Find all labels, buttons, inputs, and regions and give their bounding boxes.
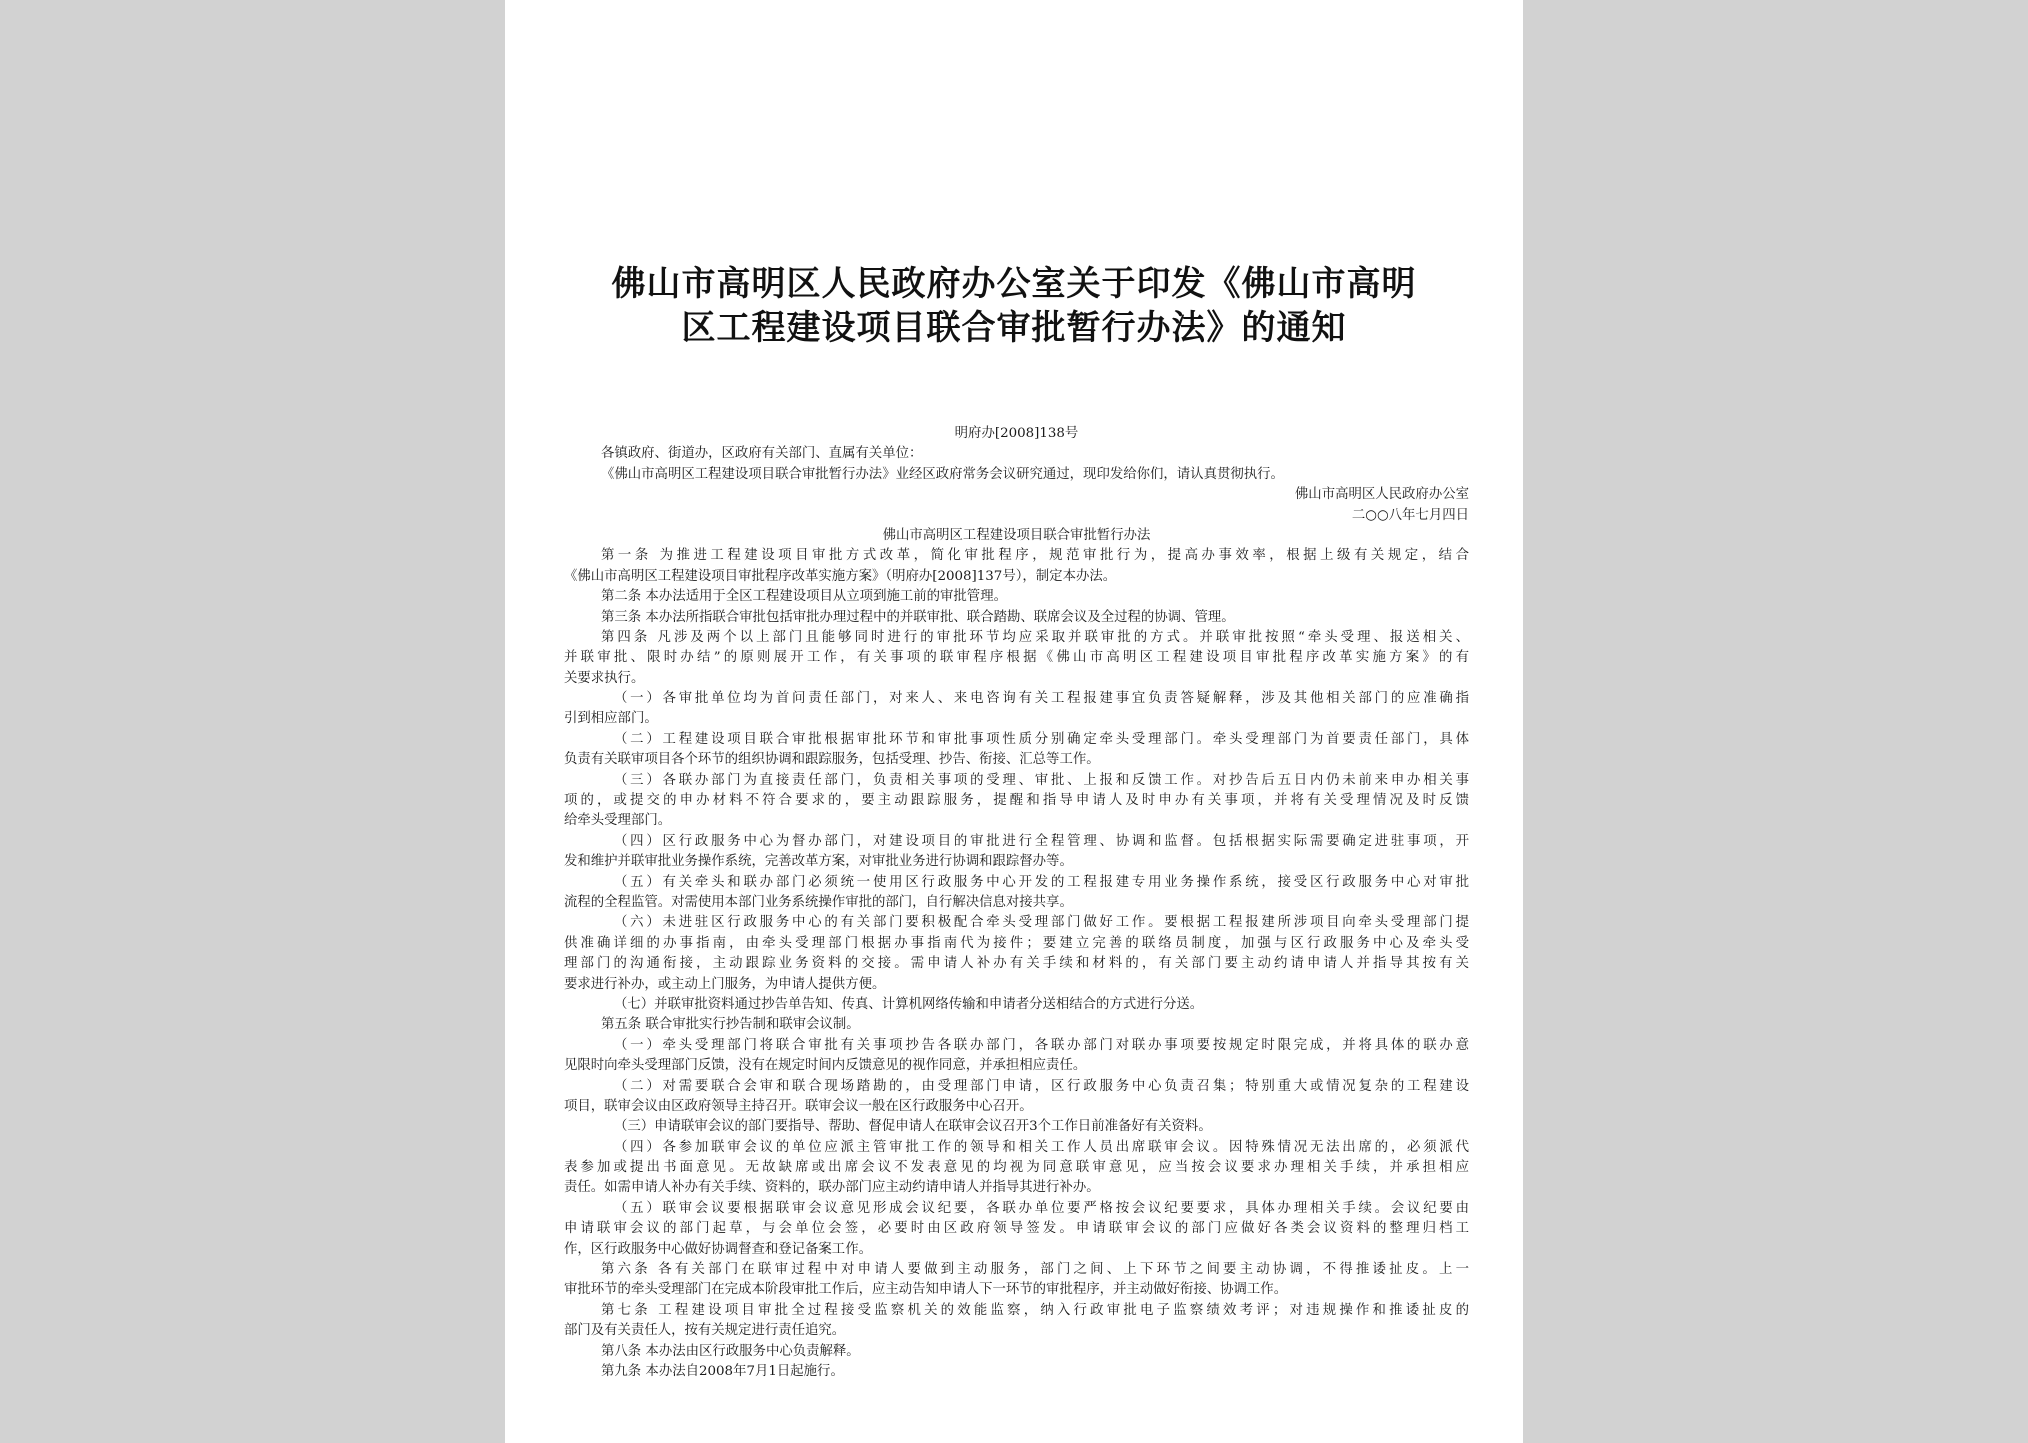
article-paragraph bbox=[564, 689, 1469, 730]
paragraph-line: （三）各联办部门为直接责任部门，负责相关事项的受理、审批、上报和反馈工作。对抄告后五日内仍未前来申办相关事 bbox=[614, 772, 1469, 788]
paragraph-line: 第五条 联合审批实行抄告制和联审会议制。 bbox=[601, 1017, 860, 1033]
paragraph-line: 审批环节的牵头受理部门在完成本阶段审批工作后，应主动告知申请人下一环节的审批程序，并主动做好衔接、协调工作。 bbox=[564, 1282, 1288, 1298]
paragraph-line: 表参加或提出书面意见。无故缺席或出席会议不发表意见的均视为同意联审意见，应当按会议要求办理相关手续，并承担相应 bbox=[564, 1160, 1469, 1176]
paragraph-line: 第八条 本办法由区行政服务中心负责解释。 bbox=[601, 1343, 860, 1359]
paragraph-line: 引到相应部门。 bbox=[564, 711, 658, 727]
paragraph-line: 第三条 本办法所指联合审批包括审批办理过程中的并联审批、联合踏勘、联席会议及全过程的协调、管理。 bbox=[601, 609, 1235, 625]
issuer: 佛山市高明区人民政府办公室 bbox=[1294, 487, 1469, 503]
paragraph-line: 发和维护并联审批业务操作系统，完善改革方案，对审批业务进行协调和跟踪督办等。 bbox=[564, 854, 1073, 870]
paragraph-line: 第九条 本办法自2008年7月1日起施行。 bbox=[601, 1363, 844, 1379]
paragraph-line: （六）未进驻区行政服务中心的有关部门要积极配合牵头受理部门做好工作。要根据工程报建所涉项目向牵头受理部门提 bbox=[614, 915, 1469, 931]
paragraph-line: 第一条 为推进工程建设项目审批方式改革，简化审批程序，规范审批行为，提高办事效率，根据上级有关规定，结合 bbox=[601, 548, 1469, 564]
article-paragraph bbox=[564, 1036, 1469, 1077]
paragraph-line: （二）工程建设项目联合审批根据审批环节和审批事项性质分别确定牵头受理部门。牵头受理部门为首要责任部门，具体 bbox=[614, 731, 1469, 747]
paragraph-line: 第二条 本办法适用于全区工程建设项目从立项到施工前的审批管理。 bbox=[601, 589, 1007, 605]
paragraph-line: 第六条 各有关部门在联审过程中对申请人要做到主动服务，部门之间、上下环节之间要主动协调，不得推诿扯皮。上一 bbox=[601, 1262, 1469, 1278]
title-line-2: 区工程建设项目联合审批暂行办法》的通知 bbox=[681, 308, 1347, 348]
paragraph-line: （四）各参加联审会议的单位应派主管审批工作的领导和相关工作人员出席联审会议。因特殊情况无法出席的，必须派代 bbox=[614, 1139, 1469, 1155]
paragraph-line: 给牵头受理部门。 bbox=[564, 813, 672, 829]
paragraph-line: 《佛山市高明区工程建设项目审批程序改革实施方案》（明府办[2008]137号），制定本办法。 bbox=[564, 568, 1117, 584]
article-paragraph bbox=[564, 832, 1469, 873]
article-paragraph bbox=[564, 1138, 1469, 1199]
paragraph-line: 负责有关联审项目各个环节的组织协调和跟踪服务，包括受理、抄告、衔接、汇总等工作。 bbox=[564, 752, 1100, 768]
article-paragraph bbox=[564, 546, 1469, 587]
paragraph-line: 见限时向牵头受理部门反馈，没有在规定时间内反馈意见的视作同意，并承担相应责任。 bbox=[564, 1058, 1087, 1074]
document-title bbox=[535, 262, 1493, 350]
paragraph-line: （二）对需要联合会审和联合现场踏勘的，由受理部门申请，区行政服务中心负责召集；特别重大或情况复杂的工程建设 bbox=[614, 1078, 1469, 1094]
article-paragraph bbox=[564, 995, 1469, 1015]
article-paragraph bbox=[564, 1301, 1469, 1342]
document-body bbox=[564, 424, 1469, 1382]
paragraph-line: 要求进行补办，或主动上门服务，为申请人提供方便。 bbox=[564, 976, 886, 992]
paragraph-line: 作，区行政服务中心做好协调督查和登记备案工作。 bbox=[564, 1241, 872, 1257]
paragraph-line: 供准确详细的办事指南，由牵头受理部门根据办事指南代为接件；要建立完善的联络员制度，加强与区行政服务中心及牵头受 bbox=[564, 935, 1469, 951]
document-page bbox=[505, 0, 1523, 1443]
regulation-title: 佛山市高明区工程建设项目联合审批暂行办法 bbox=[882, 527, 1151, 543]
paragraph-line: （五）有关牵头和联办部门必须统一使用区行政服务中心开发的工程报建专用业务操作系统，接受区行政服务中心对审批 bbox=[614, 874, 1469, 890]
paragraph-line: 第四条 凡涉及两个以上部门且能够同时进行的审批环节均应采取并联审批的方式。并联审批按照“牵头受理、报送相关、 bbox=[601, 629, 1469, 645]
issue-date: 二○○八年七月四日 bbox=[1351, 507, 1469, 523]
article-paragraph bbox=[564, 1077, 1469, 1118]
paragraph-line: （五）联审会议要根据联审会议意见形成会议纪要，各联办单位要严格按会议纪要要求，具体办理相关手续。会议纪要由 bbox=[614, 1200, 1469, 1216]
paragraph-line: 第七条 工程建设项目审批全过程接受监察机关的效能监察，纳入行政审批电子监察绩效考评；对违规操作和推诿扯皮的 bbox=[601, 1302, 1469, 1318]
paragraph-line: 责任。如需申请人补办有关手续、资料的，联办部门应主动约请申请人并指导其进行补办。 bbox=[564, 1180, 1100, 1196]
article-paragraph bbox=[564, 1199, 1469, 1260]
article-paragraph bbox=[564, 913, 1469, 995]
intro-paragraph: 《佛山市高明区工程建设项目联合审批暂行办法》业经区政府常务会议研究通过，现印发给你们，请认真贯彻执行。 bbox=[601, 466, 1284, 482]
article-paragraph bbox=[564, 1117, 1469, 1137]
article-paragraph bbox=[564, 628, 1469, 689]
paragraph-line: 流程的全程监管。对需使用本部门业务系统操作审批的部门，自行解决信息对接共享。 bbox=[564, 894, 1073, 910]
paragraph-line: 部门及有关责任人，按有关规定进行责任追究。 bbox=[564, 1323, 846, 1339]
paragraph-line: （四）区行政服务中心为督办部门，对建设项目的审批进行全程管理、协调和监督。包括根据实际需要确定进驻事项，开 bbox=[614, 833, 1469, 849]
paragraph-line: （三）申请联审会议的部门要指导、帮助、督促申请人在联审会议召开3个工作日前准备好有关资料。 bbox=[614, 1119, 1212, 1135]
article-paragraph bbox=[564, 587, 1469, 607]
article-paragraph bbox=[564, 730, 1469, 771]
paragraph-line: （一）牵头受理部门将联合审批有关事项抄告各联办部门，各联办部门对联办事项要按规定时限完成，并将具体的联办意 bbox=[614, 1037, 1469, 1053]
title-line-1: 佛山市高明区人民政府办公室关于印发《佛山市高明 bbox=[611, 264, 1417, 304]
paragraph-line: （七）并联审批资料通过抄告单告知、传真、计算机网络传输和申请者分送相结合的方式进行分送。 bbox=[614, 996, 1204, 1012]
paragraph-line: 项的，或提交的申办材料不符合要求的，要主动跟踪服务，提醒和指导申请人及时申办有关事项，并将有关受理情况及时反馈 bbox=[564, 793, 1469, 809]
paragraph-line: 理部门的沟通衔接，主动跟踪业务资料的交接。需申请人补办有关手续和材料的，有关部门要主动约请申请人并指导其按有关 bbox=[564, 956, 1469, 972]
article-paragraph bbox=[564, 1015, 1469, 1035]
paragraph-line: 关要求执行。 bbox=[564, 670, 645, 686]
paragraph-line: （一）各审批单位均为首问责任部门，对来人、来电咨询有关工程报建事宜负责答疑解释，涉及其他相关部门的应准确指 bbox=[614, 691, 1469, 707]
paragraph-line: 并联审批、限时办结”的原则展开工作，有关事项的联审程序根据《佛山市高明区工程建设项目审批程序改革实施方案》的有 bbox=[564, 650, 1469, 666]
article-paragraph bbox=[564, 873, 1469, 914]
regulation-articles bbox=[564, 546, 1469, 1382]
doc-number: 明府办[2008]138号 bbox=[954, 426, 1079, 441]
article-paragraph bbox=[564, 1342, 1469, 1362]
article-paragraph bbox=[564, 1260, 1469, 1301]
article-paragraph bbox=[564, 1362, 1469, 1382]
article-paragraph bbox=[564, 771, 1469, 832]
addressee: 各镇政府、街道办，区政府有关部门、直属有关单位： bbox=[601, 446, 923, 462]
article-paragraph bbox=[564, 608, 1469, 628]
paragraph-line: 项目，联审会议由区政府领导主持召开。联审会议一般在区行政服务中心召开。 bbox=[564, 1098, 1033, 1114]
paragraph-line: 申请联审会议的部门起草，与会单位会签，必要时由区政府领导签发。申请联审会议的部门应做好各类会议资料的整理归档工 bbox=[564, 1221, 1469, 1237]
